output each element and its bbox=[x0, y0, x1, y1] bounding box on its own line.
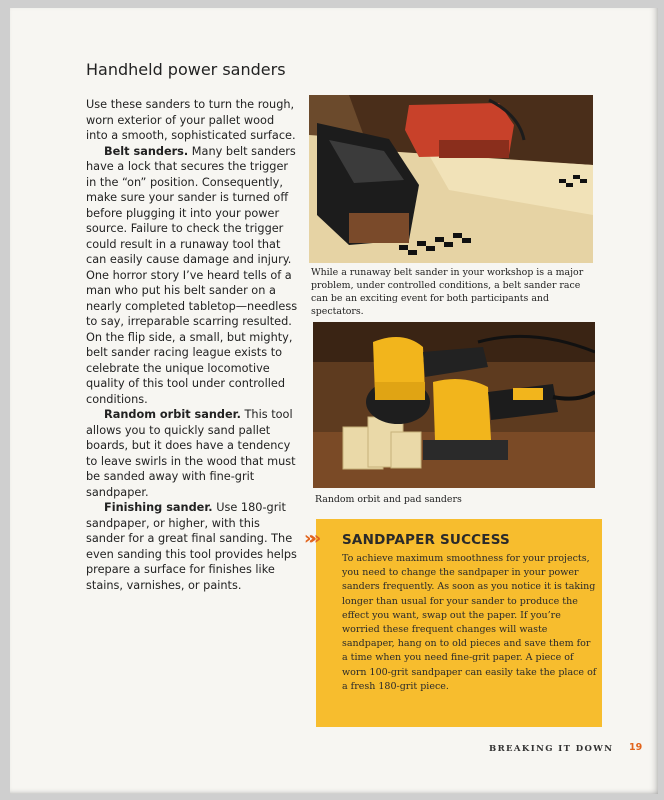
random-orbit-heading: Random orbit sander. bbox=[104, 408, 241, 421]
chevron-arrows-icon: »» bbox=[304, 528, 316, 549]
page-number: 19 bbox=[629, 742, 643, 753]
body-column bbox=[86, 97, 298, 593]
section-heading: Handheld power sanders bbox=[86, 60, 286, 79]
footer-section-label: BREAKING IT DOWN bbox=[489, 744, 614, 754]
photo1-caption: While a runaway belt sander in your workshop is a major problem, under controlled conditions, a belt sander race can be an exciting event for both participants and spectators. bbox=[311, 267, 584, 317]
finishing-paragraph bbox=[86, 500, 298, 593]
photo2-caption: Random orbit and pad sanders bbox=[315, 494, 462, 505]
intro-paragraph: Use these sanders to turn the rough, worn exterior of your pallet wood into a smooth, sophisticated surface. bbox=[86, 98, 296, 142]
random-orbit-text: This tool allows you to quickly sand pallet boards, but it does have a tendency to leave swirls in the wood that must be sanded away with fine-grit sandpaper. bbox=[86, 408, 296, 499]
belt-sanders-text: Many belt sanders have a lock that secures the trigger in the “on” position. Consequently, make sure your sander is turned off before plugging it into your power source. Failure to check the trigger could result in a runaway tool that can easily cause damage and injury. One horror story I’ve heard tells of a man who put his belt sander on a nearly completed tabletop—needless to say, irreparable scarring resulted. On the flip side, a small, but mighty, belt sander racing league exists to celebrate the unique locomotive quality of this tool under controlled conditions. bbox=[86, 144, 298, 406]
belt-sanders-paragraph bbox=[86, 144, 298, 408]
belt-sander-race-photo bbox=[309, 95, 593, 263]
orbit-pad-sanders-photo bbox=[313, 322, 595, 488]
finishing-text: Use 180-grit sandpaper, or higher, with this sander for a great final sanding. The even sanding this tool provides helps prepare a surface for finishes like stains, varnishes, or paints. bbox=[86, 501, 297, 592]
belt-sanders-heading: Belt sanders. bbox=[104, 144, 189, 158]
random-orbit-paragraph bbox=[86, 407, 298, 500]
callout-text: To achieve maximum smoothness for your projects, you need to change the sandpaper in your power sanders frequently. As soon as you notice it is taking longer than usual for your sander to produce the effect you want, swap out the paper. If you’re worried these frequent changes will waste sandpaper, hang on to old pieces and save them for a time when you need fine-grit paper. A piece of worn 100-grit sandpaper can easily take the place of a fresh 180-grit piece. bbox=[342, 553, 597, 692]
callout-title: SANDPAPER SUCCESS bbox=[342, 532, 510, 548]
finishing-heading: Finishing sander. bbox=[104, 501, 213, 514]
